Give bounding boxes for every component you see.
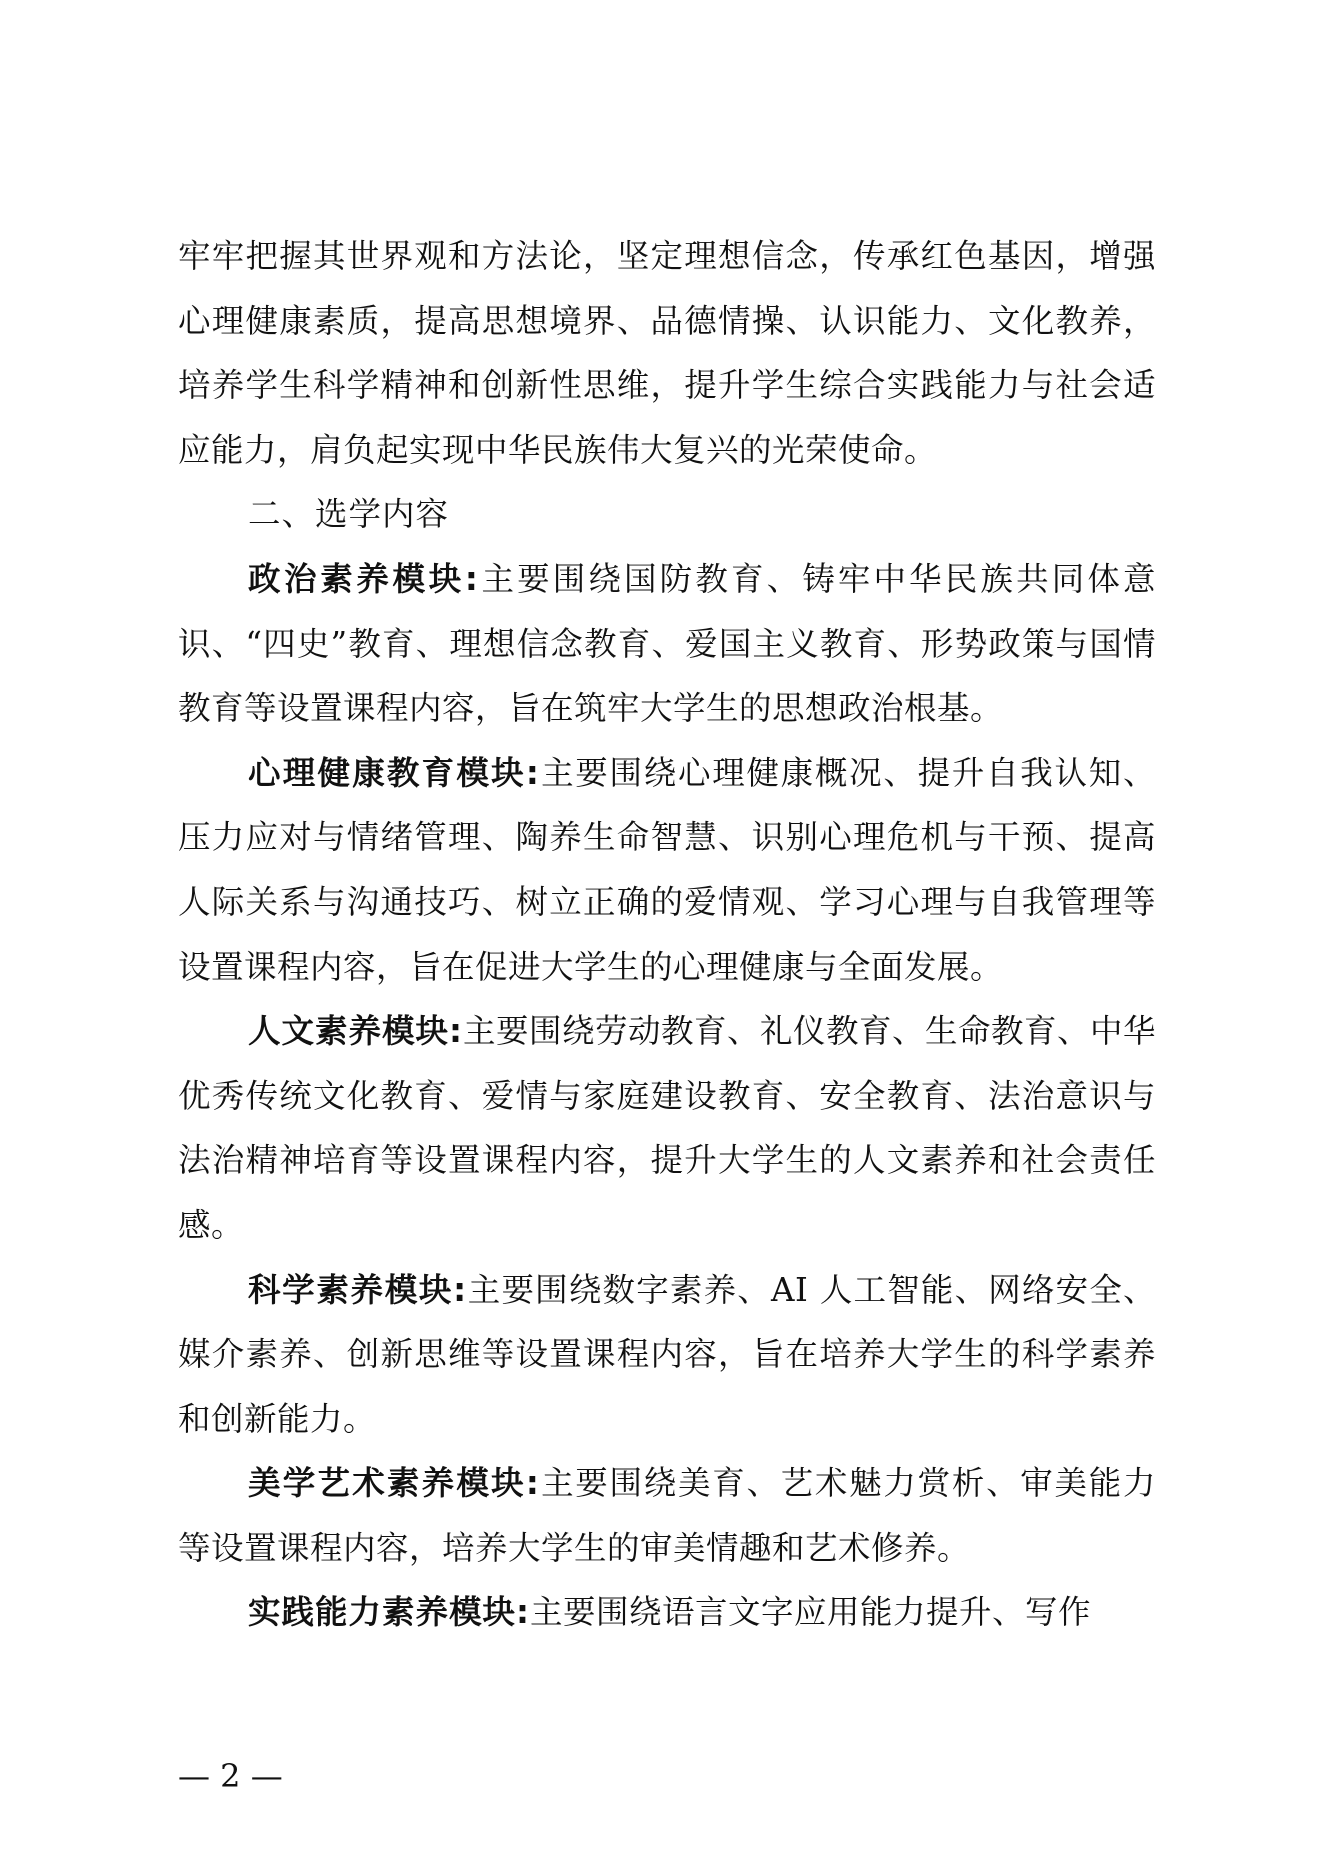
module-practice [178,1580,1156,1645]
module-body: 主要围绕国防教育、铸牢中华民族共同体意识、“四史”教育、理想信念教育、爱国主义教育、形势政策与国情教育等设置课程内容，旨在筑牢大学生的思想政治根基。 [178,559,1156,728]
intro-paragraph: 牢牢把握其世界观和方法论，坚定理想信念，传承红色基因，增强心理健康素质，提高思想境界、品德情操、认识能力、文化教养，培养学生科学精神和创新性思维，提升学生综合实践能力与社会适应能力，肩负起实现中华民族伟大复兴的光荣使命。 [178,237,1156,469]
module-title: 人文素养模块: [248,1012,463,1051]
module-mental-health [178,741,1156,999]
module-body: 主要围绕语言文字应用能力提升、写作 [530,1593,1092,1632]
module-title: 心理健康教育模块: [248,753,540,792]
module-body: 主要围绕劳动教育、礼仪教育、生命教育、中华优秀传统文化教育、爱情与家庭建设教育、安全教育、法治意识与法治精神培育等设置课程内容，提升大学生的人文素养和社会责任感。 [178,1012,1157,1244]
section-heading: 二、选学内容 [248,495,450,534]
module-science [178,1258,1156,1452]
body-text [178,224,1156,1645]
page-number: — 2 — [178,1757,283,1795]
module-body: 主要围绕数字素养、AI 人工智能、网络安全、媒介素养、创新思维等设置课程内容，旨在培养大学生的科学素养和创新能力。 [178,1270,1157,1438]
module-political [178,547,1156,741]
module-title: 美学艺术素养模块: [248,1464,540,1503]
module-humanities [178,999,1156,1257]
module-title: 科学素养模块: [248,1270,468,1309]
module-title: 实践能力素养模块: [248,1593,530,1632]
module-title: 政治素养模块: [248,559,479,598]
module-aesthetics [178,1451,1156,1580]
module-body: 主要围绕美育、艺术魅力赏析、审美能力等设置课程内容，培养大学生的审美情趣和艺术修养。 [178,1464,1156,1567]
module-body: 主要围绕心理健康概况、提升自我认知、压力应对与情绪管理、陶养生命智慧、识别心理危机与干预、提高人际关系与沟通技巧、树立正确的爱情观、学习心理与自我管理等设置课程内容，旨在促进大学生的心理健康与全面发展。 [178,753,1156,986]
